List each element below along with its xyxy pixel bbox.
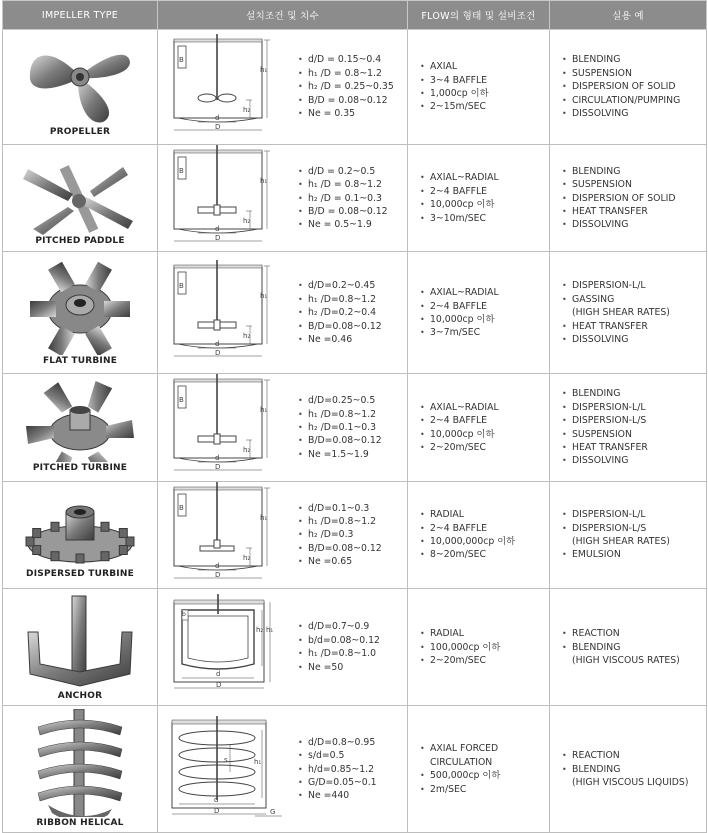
impeller-cell: [3, 145, 158, 252]
svg-text:h₂: h₂: [243, 446, 251, 455]
list-item: • DISPERSION-L/L: [564, 508, 705, 521]
list-item: • h₂ /D=0.3: [300, 528, 382, 541]
svg-text:h₂: h₂: [243, 105, 251, 114]
table-row: [3, 374, 707, 481]
list-item: • G/D=0.05~0.1: [300, 776, 377, 789]
table-row: [3, 145, 707, 252]
list-item: • REACTION: [564, 627, 705, 640]
ribbon-helical-icon: [3, 709, 157, 817]
list-item: • 10,000cp 이하: [422, 313, 548, 326]
flow-cell: [408, 252, 550, 374]
dimension-cell: [158, 481, 408, 588]
list-item: (HIGH SHEAR RATES): [572, 536, 670, 548]
svg-text:h₁: h₁: [266, 626, 274, 635]
list-item: • 2~4 BAFFLE: [422, 522, 548, 535]
list-item: • RADIAL: [422, 627, 548, 640]
list-item: • BLENDING: [564, 763, 705, 776]
list-item: • DISPERSION-L/L: [564, 401, 705, 414]
list-item: • h₂ /D=0.2~0.4: [300, 306, 382, 319]
svg-text:h₁: h₁: [260, 177, 268, 185]
uses-cell: [550, 706, 707, 833]
svg-text:D: D: [216, 681, 222, 690]
tank-diagram: [162, 594, 284, 700]
list-item: • AXIAL~RADIAL: [422, 401, 548, 414]
svg-text:h₂: h₂: [243, 553, 251, 562]
table-row: [3, 589, 707, 706]
list-item: • AXIAL: [422, 60, 548, 73]
flow-cell: [408, 30, 550, 145]
list-item: • d/D = 0.15~0.4: [300, 53, 394, 66]
flow-cell: [408, 145, 550, 252]
list-item: • h₁ /D = 0.8~1.2: [300, 67, 394, 80]
uses-cell: [550, 30, 707, 145]
svg-text:B: B: [179, 55, 184, 64]
list-item: • h₁ /D=0.8~1.2: [300, 515, 382, 528]
list-item: • BLENDING: [564, 53, 705, 66]
svg-text:d: d: [215, 113, 220, 122]
list-item: • HEAT TRANSFER: [564, 320, 705, 333]
header-impeller-type: IMPELLER TYPE: [3, 1, 158, 30]
impeller-cell: [3, 374, 158, 481]
list-item: • SUSPENSION: [564, 67, 705, 80]
impeller-cell: [3, 706, 158, 833]
list-item: • Ne =1.5~1.9: [300, 448, 382, 461]
dimension-cell: [158, 706, 408, 833]
svg-text:B: B: [179, 503, 184, 512]
list-item: • Ne =0.65: [300, 555, 382, 568]
svg-text:h₂: h₂: [243, 217, 251, 225]
flow-cell: [408, 589, 550, 706]
list-item: • DISPERSION-L/S: [564, 414, 705, 427]
list-item: • Ne =440: [300, 789, 377, 802]
list-item: • DISPERSION OF SOLID: [564, 192, 705, 205]
tank-diagram: [162, 482, 284, 588]
list-item: • 500,000cp 이하: [422, 769, 548, 782]
svg-text:d: d: [214, 796, 219, 805]
svg-text:h₁: h₁: [260, 65, 268, 74]
list-item: • 2~15m/SEC: [422, 100, 548, 113]
list-item: • 1,000cp 이하: [422, 87, 548, 100]
svg-text:B: B: [179, 396, 184, 405]
svg-text:d: d: [216, 670, 221, 679]
list-item: • 2~4 BAFFLE: [422, 185, 548, 198]
svg-text:d: d: [215, 339, 220, 348]
tank-diagram: [162, 716, 284, 822]
list-item: • DISPERSION-L/L: [564, 279, 705, 292]
list-item: CIRCULATION: [430, 756, 493, 768]
header-dimensions: 설치조건 및 치수: [158, 1, 408, 30]
list-item: • DISPERSION-L/S: [564, 522, 705, 535]
list-item: • AXIAL~RADIAL: [422, 286, 548, 299]
impeller-cell: [3, 252, 158, 374]
list-item: • Ne =50: [300, 661, 380, 674]
list-item: • h₁ /D = 0.8~1.2: [300, 178, 388, 191]
list-item: • B/D = 0.08~0.12: [300, 94, 394, 107]
svg-text:h₂: h₂: [243, 331, 251, 340]
list-item: • 100,000cp 이하: [422, 641, 548, 654]
list-item: • SUSPENSION: [564, 178, 705, 191]
list-item: • CIRCULATION/PUMPING: [564, 94, 705, 107]
tank-diagram: [162, 260, 284, 366]
list-item: • d/D=0.8~0.95: [300, 736, 377, 749]
list-item: • h₁ /D=0.8~1.2: [300, 293, 382, 306]
list-item: • BLENDING: [564, 165, 705, 178]
list-item: • B/D=0.08~0.12: [300, 542, 382, 555]
table-row: [3, 481, 707, 588]
list-item: • 8~20m/SEC: [422, 548, 548, 561]
svg-text:h₁: h₁: [260, 291, 268, 300]
impeller-name: PITCHED PADDLE: [35, 235, 125, 246]
list-item: • B/D = 0.08~0.12: [300, 205, 388, 218]
list-item: • h/d=0.85~1.2: [300, 763, 377, 776]
dispersed-turbine-icon: [3, 488, 157, 568]
list-item: • EMULSION: [564, 548, 705, 561]
list-item: • h₂ /D = 0.25~0.35: [300, 80, 394, 93]
list-item: • 2~4 BAFFLE: [422, 300, 548, 313]
svg-text:s: s: [224, 756, 228, 765]
header-row: [3, 1, 707, 30]
dimension-cell: [158, 30, 408, 145]
list-item: • GASSING: [564, 293, 705, 306]
svg-text:B: B: [179, 167, 184, 175]
dimension-cell: [158, 252, 408, 374]
list-item: • HEAT TRANSFER: [564, 441, 705, 454]
list-item: • B/D=0.08~0.12: [300, 320, 382, 333]
uses-cell: [550, 374, 707, 481]
list-item: • d/D = 0.2~0.5: [300, 165, 388, 178]
list-item: • Ne = 0.35: [300, 107, 394, 120]
impeller-table: [2, 0, 707, 833]
list-item: • BLENDING: [564, 641, 705, 654]
list-item: • 2~4 BAFFLE: [422, 414, 548, 427]
uses-cell: [550, 252, 707, 374]
list-item: • d/D=0.7~0.9: [300, 620, 380, 633]
tank-diagram: [162, 145, 284, 251]
flow-cell: [408, 706, 550, 833]
uses-cell: [550, 145, 707, 252]
list-item: (HIGH SHEAR RATES): [572, 307, 670, 319]
flow-cell: [408, 374, 550, 481]
flat-turbine-icon: [3, 257, 157, 355]
list-item: • 3~10m/SEC: [422, 212, 548, 225]
list-item: • h₁ /D=0.8~1.0: [300, 647, 380, 660]
list-item: • d/D=0.1~0.3: [300, 502, 382, 515]
list-item: • HEAT TRANSFER: [564, 205, 705, 218]
list-item: • 2~20m/SEC: [422, 441, 548, 454]
list-item: • Ne = 0.5~1.9: [300, 218, 388, 231]
impeller-name: PROPELLER: [49, 127, 111, 138]
list-item: • DISSOLVING: [564, 454, 705, 467]
list-item: • h₁ /D=0.8~1.2: [300, 408, 382, 421]
list-item: • B/D=0.08~0.12: [300, 434, 382, 447]
header-flow: FLOW의 형태 및 설비조건: [408, 1, 550, 30]
impeller-cell: [3, 589, 158, 706]
svg-text:D: D: [215, 122, 221, 131]
list-item: • 3~7m/SEC: [422, 326, 548, 339]
list-item: • 10,000,000cp 이하: [422, 535, 548, 548]
impeller-name: RIBBON HELICAL: [36, 817, 124, 828]
list-item: • AXIAL~RADIAL: [422, 171, 548, 184]
list-item: • DISPERSION OF SOLID: [564, 80, 705, 93]
list-item: • 3~4 BAFFLE: [422, 74, 548, 87]
header-uses: 실용 예: [550, 1, 707, 30]
list-item: • d/D=0.25~0.5: [300, 394, 382, 407]
dimension-cell: [158, 145, 408, 252]
list-item: • DISSOLVING: [564, 218, 705, 231]
pitched-turbine-icon: [3, 380, 157, 462]
list-item: (HIGH VISCOUS LIQUIDS): [572, 776, 689, 788]
list-item: • 10,000cp 이하: [422, 198, 548, 211]
list-item: • h₂ /D=0.1~0.3: [300, 421, 382, 434]
flow-cell: [408, 481, 550, 588]
list-item: • DISSOLVING: [564, 333, 705, 346]
pitched-paddle-icon: [3, 149, 157, 235]
svg-text:D: D: [215, 463, 221, 472]
table-row: [3, 706, 707, 833]
list-item: (HIGH VISCOUS RATES): [572, 654, 680, 666]
tank-diagram: [162, 374, 284, 480]
list-item: • 2m/SEC: [422, 783, 548, 796]
list-item: • BLENDING: [564, 387, 705, 400]
impeller-name: ANCHOR: [57, 690, 103, 701]
list-item: • SUSPENSION: [564, 428, 705, 441]
svg-text:h₁: h₁: [260, 406, 268, 415]
table-row: [3, 252, 707, 374]
svg-text:d: d: [215, 454, 220, 463]
svg-text:d: d: [215, 561, 220, 570]
list-item: • Ne =0.46: [300, 333, 382, 346]
list-item: • s/d=0.5: [300, 749, 377, 762]
list-item: • b/d=0.08~0.12: [300, 634, 380, 647]
svg-text:D: D: [215, 234, 221, 242]
impeller-name: DISPERSED TURBINE: [26, 569, 134, 580]
impeller-cell: [3, 481, 158, 588]
impeller-name: FLAT TURBINE: [42, 356, 118, 367]
svg-text:D: D: [215, 348, 221, 357]
list-item: • d/D=0.2~0.45: [300, 279, 382, 292]
impeller-cell: [3, 30, 158, 145]
list-item: • 10,000cp 이하: [422, 428, 548, 441]
svg-text:B: B: [179, 281, 184, 290]
svg-text:D: D: [214, 807, 220, 816]
impeller-name: PITCHED TURBINE: [32, 462, 128, 473]
anchor-icon: [3, 592, 157, 690]
list-item: • 2~20m/SEC: [422, 654, 548, 667]
uses-cell: [550, 481, 707, 588]
list-item: • REACTION: [564, 749, 705, 762]
svg-text:d: d: [215, 225, 220, 233]
list-item: • AXIAL FORCED: [422, 742, 548, 755]
list-item: • RADIAL: [422, 508, 548, 521]
dimension-cell: [158, 374, 408, 481]
list-item: • h₂ /D = 0.1~0.3: [300, 192, 388, 205]
table-row: [3, 30, 707, 145]
propeller-icon: [3, 34, 157, 126]
list-item: • DISSOLVING: [564, 107, 705, 120]
svg-text:D: D: [215, 570, 221, 579]
svg-text:h₂: h₂: [256, 626, 264, 635]
svg-text:G: G: [270, 808, 276, 817]
svg-text:b: b: [182, 611, 186, 619]
svg-text:h₁: h₁: [254, 758, 262, 767]
tank-diagram: [162, 34, 284, 140]
svg-text:h₁: h₁: [260, 513, 268, 522]
dimension-cell: [158, 589, 408, 706]
uses-cell: [550, 589, 707, 706]
